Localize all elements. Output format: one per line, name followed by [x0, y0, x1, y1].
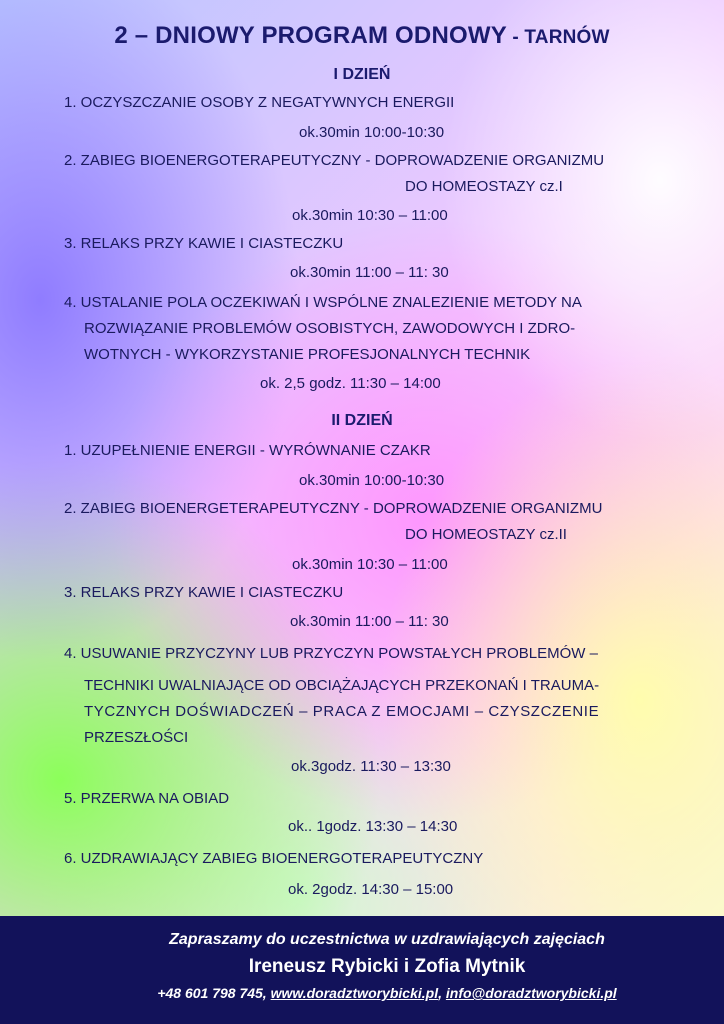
day1-item4-line3: WOTNYCH - WYKORZYSTANIE PROFESJONALNYCH TECHNIK	[84, 346, 531, 363]
page-title	[0, 22, 724, 50]
day1-item4-line1: 4. USTALANIE POLA OCZEKIWAŃ I WSPÓLNE ZNALEZIENIE METODY NA	[64, 294, 582, 311]
day2-item1-time: ok.30min 10:00-10:30	[299, 472, 445, 489]
title-location: - TARNÓW	[506, 27, 610, 48]
footer-names: Ireneusz Rybicki i Zofia Mytnik	[248, 956, 526, 977]
day1-item3-line1: 3. RELAKS PRZY KAWIE I CIASTECZKU	[64, 235, 344, 252]
day2-item6-time: ok. 2godz. 14:30 – 15:00	[288, 881, 454, 898]
day2-item2-time: ok.30min 10:30 – 11:00	[292, 556, 448, 573]
day2-item1-line1: 1. UZUPEŁNIENIE ENERGII - WYRÓWNANIE CZAKR	[64, 442, 431, 459]
day1-heading: I DZIEŃ	[333, 66, 391, 83]
day1-item4-line2: ROZWIĄZANIE PROBLEMÓW OSOBISTYCH, ZAWODOWYCH I ZDRO-	[84, 320, 576, 337]
day1-item2-time: ok.30min 10:30 – 11:00	[292, 207, 448, 224]
footer-contact	[0, 985, 724, 1001]
footer-banner	[0, 916, 724, 1024]
day2-item2-line1: 2. ZABIEG BIOENERGETERAPEUTYCZNY - DOPROWADZENIE ORGANIZMU	[64, 500, 603, 517]
day2-item4-time: ok.3godz. 11:30 – 13:30	[291, 758, 451, 775]
day1-item4-time: ok. 2,5 godz. 11:30 – 14:00	[260, 375, 441, 392]
day2-item4-line2: TECHNIKI UWALNIAJĄCE OD OBCIĄŻAJĄCYCH PRZEKONAŃ I TRAUMA-	[84, 677, 600, 694]
day2-item5-time: ok.. 1godz. 13:30 – 14:30	[288, 818, 458, 835]
day2-item5-line1: 5. PRZERWA NA OBIAD	[64, 790, 230, 807]
website-link[interactable]: www.doradztworybicki.pl	[270, 985, 439, 1001]
title-main: 2 – DNIOWY PROGRAM ODNOWY	[114, 22, 507, 49]
day1-item1-line1: 1. OCZYSZCZANIE OSOBY Z NEGATYWNYCH ENERGII	[64, 94, 455, 111]
day2-heading: II DZIEŃ	[331, 412, 393, 429]
day2-item4-line3: TYCZNYCH DOŚWIADCZEŃ – PRACA Z EMOCJAMI – CZYSZCZENIE	[84, 703, 600, 720]
day2-item4-line1: 4. USUWANIE PRZYCZYNY LUB PRZYCZYN POWSTAŁYCH PROBLEMÓW –	[64, 645, 598, 662]
day1-item2-line1: 2. ZABIEG BIOENERGOTERAPEUTYCZNY - DOPROWADZENIE ORGANIZMU	[64, 152, 605, 169]
footer-separator: ,	[438, 985, 446, 1001]
day1-item2-line2: DO HOMEOSTAZY cz.I	[405, 178, 563, 195]
day2-item3-line1: 3. RELAKS PRZY KAWIE I CIASTECZKU	[64, 584, 344, 601]
day1-item3-time: ok.30min 11:00 – 11: 30	[290, 264, 449, 281]
day2-item6-line1: 6. UZDRAWIAJĄCY ZABIEG BIOENERGOTERAPEUTYCZNY	[64, 850, 484, 867]
footer-invitation: Zapraszamy do uczestnictwa w uzdrawiających zajęciach	[169, 931, 605, 948]
day2-item4-line4: PRZESZŁOŚCI	[84, 729, 189, 746]
day2-item3-time: ok.30min 11:00 – 11: 30	[290, 613, 449, 630]
email-link[interactable]: info@doradztworybicki.pl	[445, 985, 617, 1001]
day2-item2-line2: DO HOMEOSTAZY cz.II	[405, 526, 567, 543]
day1-item1-time: ok.30min 10:00-10:30	[299, 124, 445, 141]
footer-phone: +48 601 798 745,	[157, 985, 271, 1001]
